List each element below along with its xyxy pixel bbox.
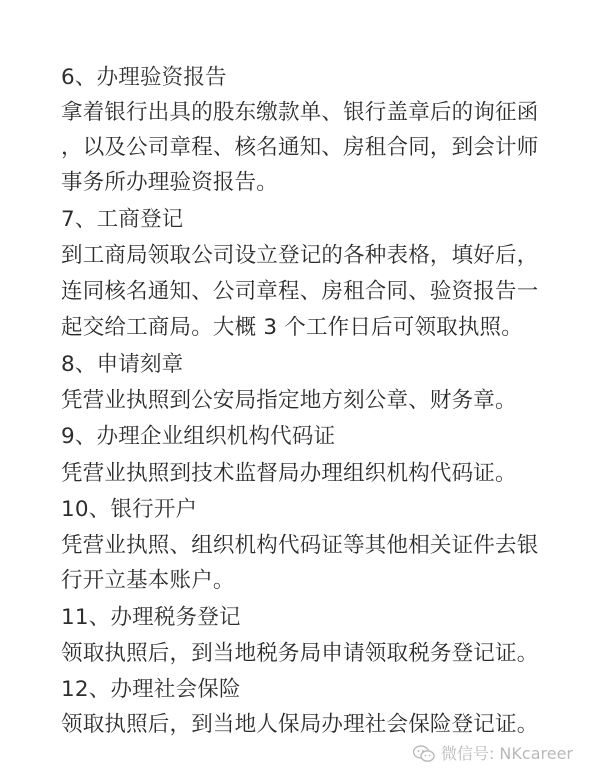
step-11-text-line-1: 领取执照后，到当地税务局申请领取税务登记证。 <box>61 641 539 666</box>
step-11-heading: 11、办理税务登记 <box>61 605 241 630</box>
watermark-text: 微信号: NKcareer <box>440 744 573 763</box>
step-6-heading: 6、办理验资报告 <box>61 65 227 90</box>
wechat-icon <box>413 745 435 763</box>
step-7-heading: 7、工商登记 <box>61 207 184 232</box>
step-6-text-line-3: 事务所办理验资报告。 <box>61 170 279 195</box>
step-8-heading: 8、申请刻章 <box>61 352 184 377</box>
step-7-text-line-3: 起交给工商局。大概 3 个工作日后可领取执照。 <box>61 315 523 340</box>
step-9-text-line-1: 凭营业执照到技术监督局办理组织机构代码证。 <box>61 461 517 486</box>
step-10-text-line-1: 凭营业执照、组织机构代码证等其他相关证件去银 <box>61 533 539 558</box>
step-6-text-line-2: ，以及公司章程、核名通知、房租合同，到会计师 <box>61 135 539 160</box>
step-9-heading: 9、办理企业组织机构代码证 <box>61 424 336 449</box>
step-8-text-line-1: 凭营业执照到公安局指定地方刻公章、财务章。 <box>61 388 517 413</box>
step-12-text-line-1: 领取执照后，到当地人保局办理社会保险登记证。 <box>61 712 539 737</box>
step-7-text-line-2: 连同核名通知、公司章程、房租合同、验资报告一 <box>61 279 539 304</box>
step-12-heading: 12、办理社会保险 <box>61 677 241 702</box>
step-10-heading: 10、银行开户 <box>61 497 198 522</box>
step-10-text-line-2: 行开立基本账户。 <box>61 568 235 593</box>
wechat-watermark <box>413 744 573 764</box>
step-7-text-line-1: 到工商局领取公司设立登记的各种表格，填好后， <box>61 243 539 268</box>
step-6-text-line-1: 拿着银行出具的股东缴款单、银行盖章后的询征函 <box>61 100 539 125</box>
